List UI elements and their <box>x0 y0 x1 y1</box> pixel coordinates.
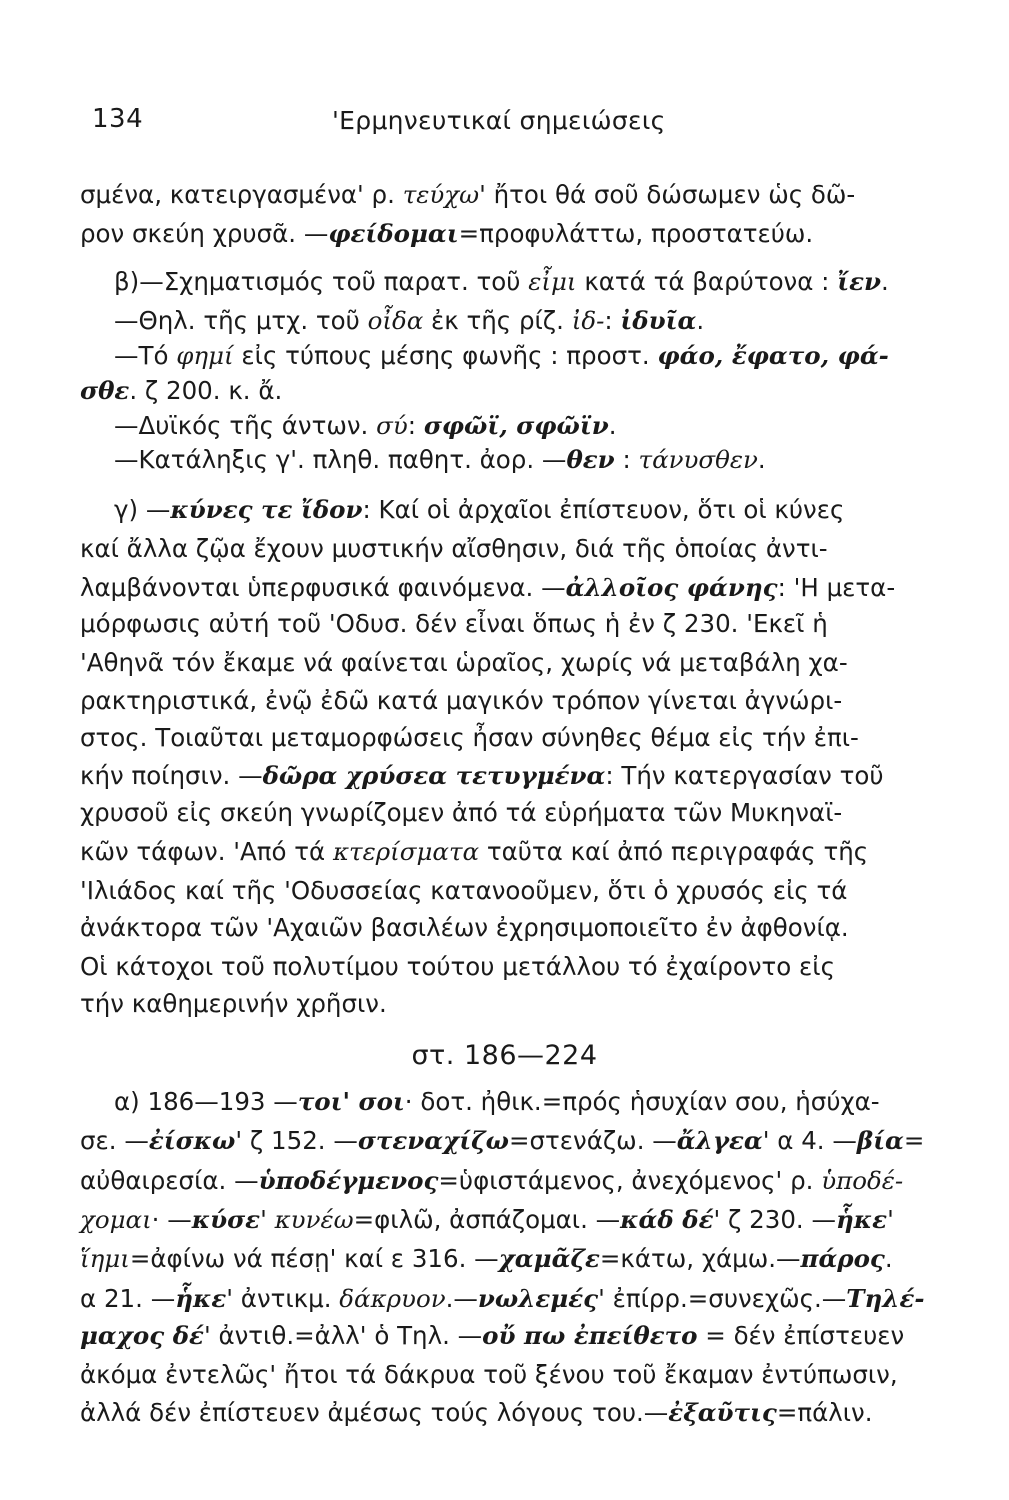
text-line: λαμβάνονται ὑπερφυσικά φαινόμενα. —ἀλλοῖος φάνης: 'Η μετα- <box>80 573 896 602</box>
text-line: ἀλλά δέν ἐπίστευεν ἀμέσως τούς λόγους του.—ἐξαῦτις=πάλιν. <box>80 1398 873 1427</box>
text-line: —Κατάληξις γ'. πληθ. παθητ. ἀορ. —θεν : τάνυσθεν. <box>114 445 766 474</box>
page-header <box>92 104 892 144</box>
text-line: χρυσοῦ εἰς σκεύη γνωρίζομεν ἀπό τά εὑρήματα τῶν Μυκηναϊ- <box>80 798 843 827</box>
text-line: —Δυϊκός τῆς άντων. σύ: σφῶϊ, σφῶϊν. <box>114 411 617 440</box>
text-line: αὐθαιρεσία. —ὑποδέγμενος=ὑφιστάμενος, ἀνεχόμενος' ρ. ὑποδέ- <box>80 1166 904 1195</box>
text-line: καί ἄλλα ζῷα ἔχουν μυστικήν αἴσθησιν, διά τῆς ὁποίας ἀντι- <box>80 534 828 563</box>
text-line: α) 186—193 —τοι' σοι· δοτ. ἠθικ.=πρός ἡσυχίαν σου, ἡσύχα- <box>114 1087 880 1116</box>
text-line: ρακτηριστικά, ἐνῷ ἐδῶ κατά μαγικόν τρόπον γίνεται ἀγνώρι- <box>80 686 843 715</box>
text-line: μαχος δέ' ἀντιθ.=ἀλλ' ὁ Τηλ. —οὔ πω ἐπείθετο = δέν ἐπίστευεν <box>80 1321 905 1350</box>
text-line: α 21. —ἧκε' ἀντικμ. δάκρυον.—νωλεμές' ἐπίρρ.=συνεχῶς.—Τηλέ- <box>80 1284 925 1313</box>
section-heading: στ. 186—224 <box>411 1040 598 1071</box>
text-line: σε. —ἐίσκω' ζ 152. —στεναχίζω=στενάζω. —ἄλγεα' α 4. —βία= <box>80 1126 925 1155</box>
text-line: κήν ποίησιν. —δῶρα χρύσεα τετυγμένα: Τήν κατεργασίαν τοῦ <box>80 761 884 790</box>
text-line: 'Ιλιάδος καί τῆς 'Οδυσσείας κατανοοῦμεν, ὅτι ὁ χρυσός εἰς τά <box>80 876 848 905</box>
text-line: —Θηλ. τῆς μτχ. τοῦ οἶδα ἐκ τῆς ρίζ. ἰδ-: ἰδυῖα. <box>114 306 705 335</box>
text-line: σθε. ζ 200. κ. ἄ. <box>80 376 283 405</box>
text-line: κῶν τάφων. 'Από τά κτερίσματα ταῦτα καί ἀπό περιγραφάς τῆς <box>80 837 869 866</box>
text-line: ἵημι=ἀφίνω νά πέσῃ' καί ε 316. —χαμᾶζε=κάτω, χάμω.—πάρος. <box>80 1244 893 1273</box>
text-line: ρον σκεύη χρυσᾶ. —φείδομαι=προφυλάττω, προστατεύω. <box>80 219 814 248</box>
text-line: ἀνάκτορα τῶν 'Αχαιῶν βασιλέων ἐχρησιμοποιεῖτο ἐν ἀφθονίᾳ. <box>80 913 849 942</box>
text-line: 'Αθηνᾶ τόν ἔκαμε νά φαίνεται ὡραῖος, χωρίς νά μεταβάλη χα- <box>80 648 848 677</box>
text-line: μόρφωσις αὐτή τοῦ 'Οδυσ. δέν εἶναι ὅπως ἡ ἐν ζ 230. 'Εκεῖ ἡ <box>80 609 828 638</box>
text-line: Οἱ κάτοχοι τοῦ πολυτίμου τούτου μετάλλου τό ἐχαίροντο εἰς <box>80 952 835 981</box>
text-line: στος. Τοιαῦται μεταμορφώσεις ἦσαν σύνηθες θέμα εἰς τήν ἐπι- <box>80 723 859 752</box>
page-number: 134 <box>92 104 144 134</box>
text-line: —Τό φημί εἰς τύπους μέσης φωνῆς : προστ. φάο, ἔφατο, φά- <box>114 341 889 370</box>
text-line: ἀκόμα ἐντελῶς' ἤτοι τά δάκρυα τοῦ ξένου τοῦ ἔκαμαν ἐντύπωσιν, <box>80 1360 898 1389</box>
running-head: 'Ερμηνευτικαί σημειώσεις <box>332 106 666 135</box>
text-line: σμένα, κατειργασμένα' ρ. τεύχω' ἤτοι θά σοῦ δώσωμεν ὡς δῶ- <box>80 180 856 209</box>
text-line: γ) —κύνες τε ἴδον: Καί οἱ ἀρχαῖοι ἐπίστευον, ὅτι οἱ κύνες <box>114 495 845 524</box>
text-line: τήν καθημερινήν χρῆσιν. <box>80 989 387 1018</box>
text-line: β)—Σχηματισμός τοῦ παρατ. τοῦ εἶμι κατά τά βαρύτονα : ἴεν. <box>114 267 889 296</box>
text-line: χομαι· —κύσε' κυνέω=φιλῶ, ἀσπάζομαι. —κάδ δέ' ζ 230. —ἧκε' <box>80 1205 894 1234</box>
